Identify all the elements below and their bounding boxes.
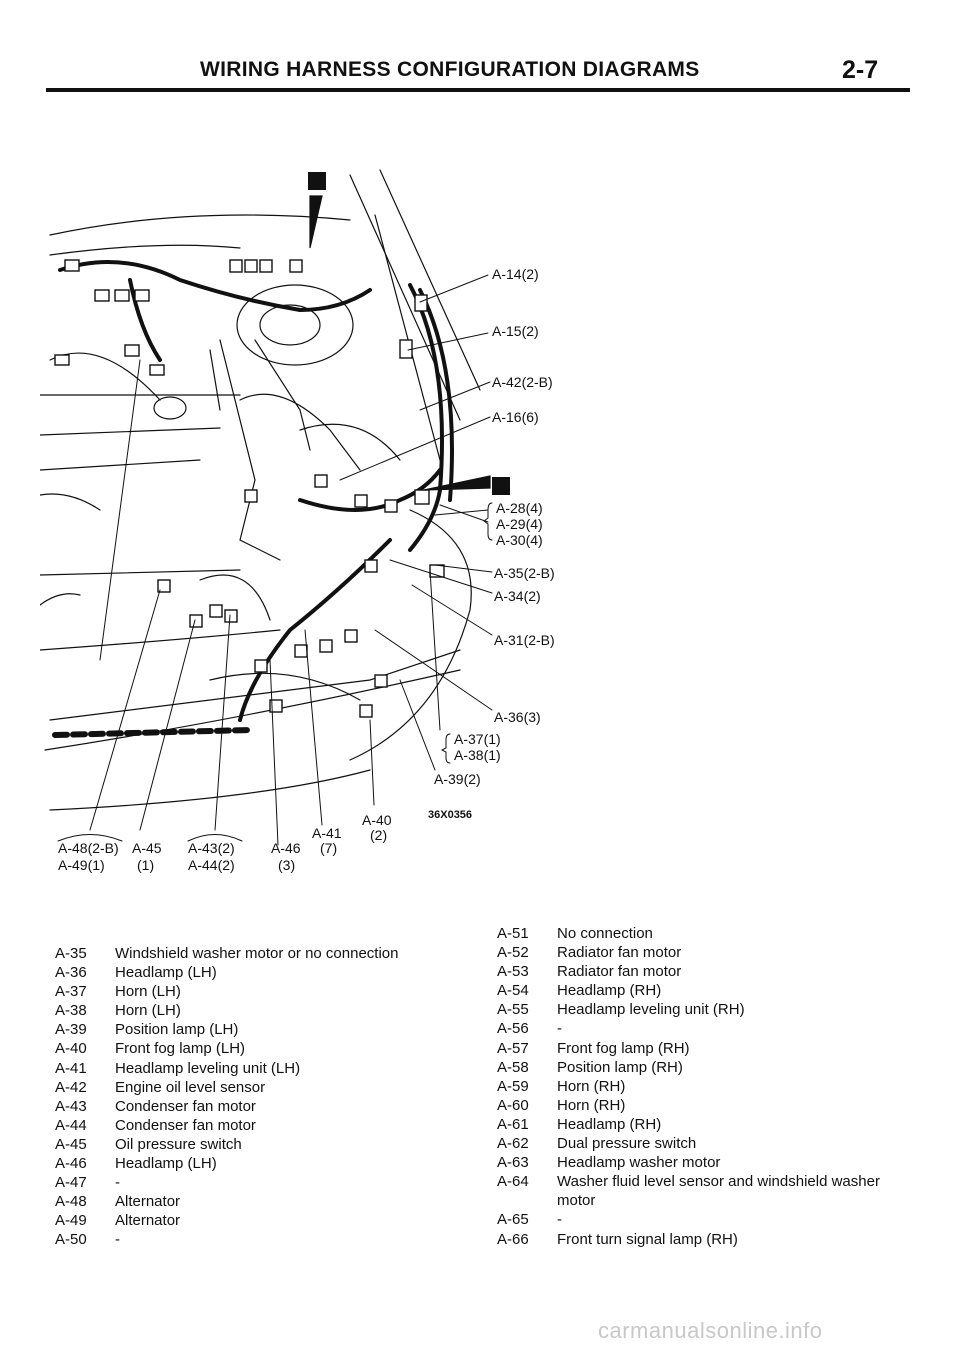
- wiring-diagram: [40, 160, 600, 890]
- legend-row: A-35 Windshield washer motor or no connection: [55, 945, 399, 962]
- watermark: carmanualsonline.info: [598, 1318, 823, 1343]
- label-a29: A-29(4): [496, 516, 543, 532]
- label-a49: A-49(1): [58, 857, 105, 873]
- label-a46: A-46: [271, 840, 301, 856]
- legend-row: A-56 -: [497, 1020, 562, 1038]
- header-rule: [46, 88, 910, 92]
- label-a44: A-44(2): [188, 857, 235, 873]
- label-a40-count: (2): [370, 827, 388, 843]
- bumper-stripe: [55, 730, 250, 735]
- page-number: 2-7: [842, 56, 879, 84]
- label-a43: A-43(2): [188, 840, 235, 856]
- legend-row: A-47 -: [55, 1174, 120, 1192]
- label-a48: A-48(2-B): [58, 840, 119, 856]
- label-a28: A-28(4): [496, 500, 543, 516]
- legend-row: A-64 Washer fluid level sensor and windshield washer motor: [497, 1173, 880, 1210]
- legend-row: A-49 Alternator: [55, 1212, 181, 1230]
- legend-row: A-65 -: [497, 1211, 562, 1229]
- legend-row: A-44 Condenser fan motor: [55, 1116, 256, 1134]
- legend-row: A-45 Oil pressure switch: [55, 1135, 242, 1153]
- badge-20: [308, 172, 326, 248]
- label-a41: A-41: [312, 825, 342, 841]
- legend-row: A-60 Horn (RH): [497, 1096, 626, 1114]
- legend-row: A-62 Dual pressure switch: [497, 1135, 697, 1153]
- label-a40: A-40: [362, 812, 392, 828]
- legend-left: [55, 944, 445, 1250]
- brackets: [442, 503, 492, 763]
- legend-row: A-52 Radiator fan motor: [497, 944, 682, 962]
- label-a46-count: (7): [320, 840, 338, 856]
- label-a15: A-15(2): [492, 323, 539, 339]
- legend-row: A-57 Front fog lamp (RH): [497, 1039, 690, 1057]
- legend-row: A-37 Horn (LH): [55, 983, 181, 1001]
- badge-14: [424, 476, 510, 495]
- legend-row: A-41 Headlamp leveling unit (LH): [55, 1059, 301, 1077]
- label-a31: A-31(2-B): [494, 632, 555, 648]
- label-a39: A-39(2): [434, 771, 481, 787]
- legend-row: A-36 Headlamp (LH): [55, 964, 217, 982]
- legend-row: A-61 Headlamp (RH): [497, 1115, 662, 1133]
- legend-row: A-66 Front turn signal lamp (RH): [497, 1230, 738, 1248]
- label-a45: A-45: [132, 840, 162, 856]
- figure-code: 36X0356: [428, 809, 473, 821]
- label-a42: A-42(2-B): [492, 374, 553, 390]
- badge-20-text: 20: [309, 177, 322, 189]
- label-a38: A-38(1): [454, 747, 501, 763]
- legend-row: A-50 -: [55, 1231, 120, 1249]
- bottom-labels: [58, 809, 472, 873]
- legend-row: A-53 Radiator fan motor: [497, 963, 682, 981]
- legend-row: A-55 Headlamp leveling unit (RH): [497, 1001, 745, 1019]
- label-a35: A-35(2-B): [494, 565, 555, 581]
- label-a30: A-30(4): [496, 532, 543, 548]
- legend-row: A-38 Horn (LH): [55, 1002, 181, 1020]
- legend-row: A-42 Engine oil level sensor: [55, 1078, 266, 1096]
- badge-14-text: 14: [493, 482, 506, 494]
- legend-row: A-63 Headlamp washer motor: [497, 1154, 721, 1172]
- page-title: WIRING HARNESS CONFIGURATION DIAGRAMS: [200, 58, 700, 81]
- right-labels: [434, 266, 555, 787]
- label-a36: A-36(3): [494, 709, 541, 725]
- label-a16: A-16(6): [492, 409, 539, 425]
- label-a34: A-34(2): [494, 588, 541, 604]
- legend-row: A-43 Condenser fan motor: [55, 1097, 256, 1115]
- legend-row: A-46 Headlamp (LH): [55, 1155, 217, 1173]
- connector-symbols: [55, 260, 444, 717]
- label-a14: A-14(2): [492, 266, 539, 282]
- legend-row: A-48 Alternator: [55, 1193, 181, 1211]
- label-a45-count: (1): [137, 857, 155, 873]
- legend-row: A-39 Position lamp (LH): [55, 1021, 239, 1039]
- leader-lines: [90, 275, 492, 845]
- legend-right: [497, 924, 917, 1249]
- legend-row: A-51 No connection: [497, 925, 653, 942]
- legend-row: A-54 Headlamp (RH): [497, 982, 662, 1000]
- legend-row: A-58 Position lamp (RH): [497, 1058, 683, 1076]
- label-a37: A-37(1): [454, 731, 501, 747]
- legend-row: A-59 Horn (RH): [497, 1077, 626, 1095]
- label-a46-sub: (3): [278, 857, 296, 873]
- legend-row: A-40 Front fog lamp (LH): [55, 1040, 246, 1058]
